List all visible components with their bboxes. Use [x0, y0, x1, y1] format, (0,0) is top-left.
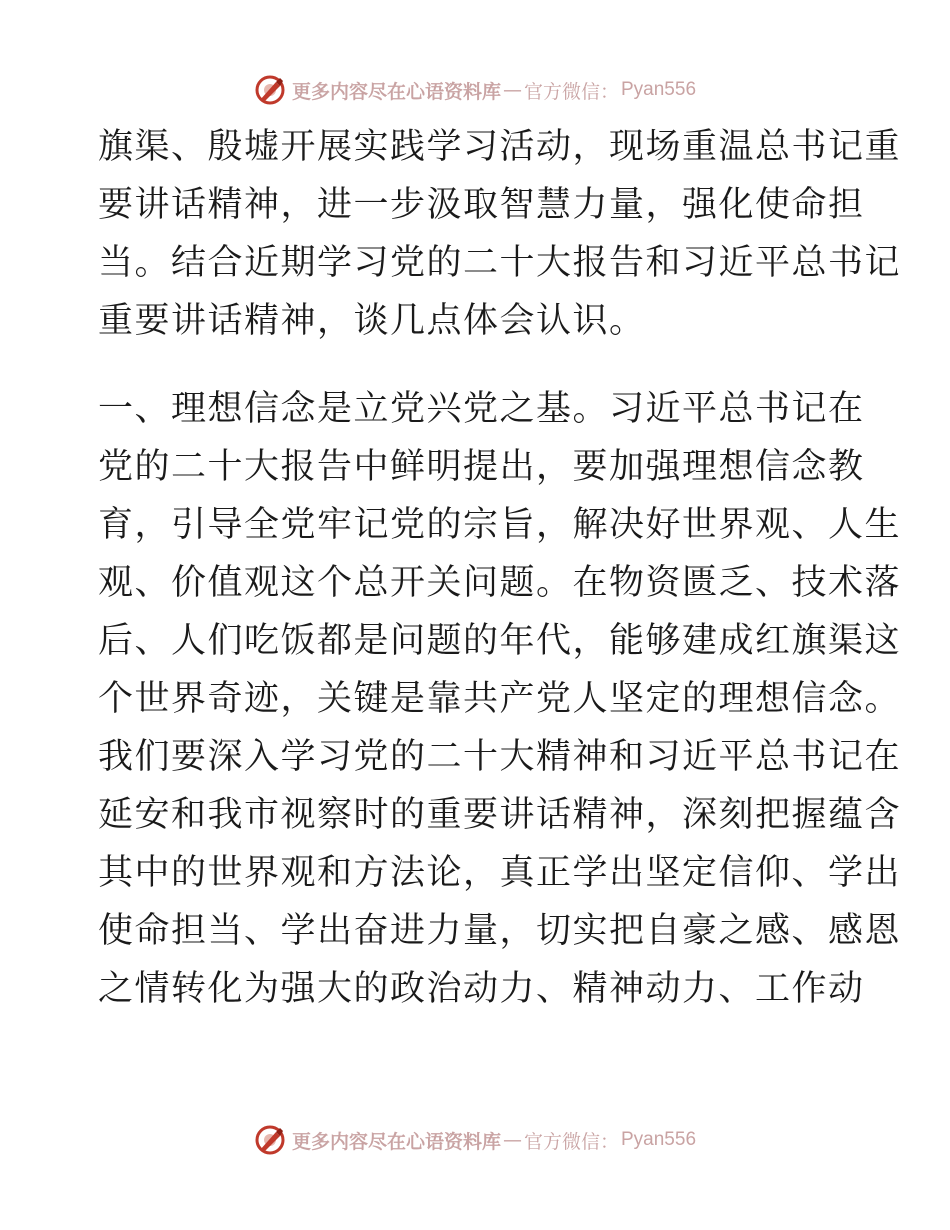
paragraph-1 [98, 118, 902, 350]
text-line: 我们要深入学习党的二十大精神和习近平总书记在 [98, 737, 902, 777]
banner-site-text: 更多内容尽在心语资料库 [291, 1130, 501, 1153]
footer-banner [0, 1120, 950, 1160]
paragraph-gap [98, 350, 858, 380]
header-banner [0, 70, 950, 110]
banner-separator: — [502, 79, 522, 101]
text-line: 后、人们吃饭都是问题的年代，能够建成红旗渠这 [98, 621, 902, 661]
banner-wechat-id: Pyan556 [621, 1129, 697, 1150]
text-line: 要讲话精神，进一步汲取智慧力量，强化使命担 [98, 185, 865, 225]
text-line: 旗渠、殷墟开展实践学习活动，现场重温总书记重 [98, 127, 902, 167]
text-line: 育，引导全党牢记党的宗旨，解决好世界观、人生 [98, 505, 902, 545]
banner-wechat-label: 官方微信： [523, 80, 619, 103]
pen-logo-icon [254, 1124, 286, 1156]
banner-wechat-label: 官方微信： [523, 1130, 619, 1153]
paragraph-2 [98, 380, 902, 1018]
document-body [98, 118, 902, 1018]
text-line: 观、价值观这个总开关问题。在物资匮乏、技术落 [98, 563, 902, 603]
text-line: 当。结合近期学习党的二十大报告和习近平总书记 [98, 243, 902, 283]
banner-site-text: 更多内容尽在心语资料库 [291, 80, 501, 103]
text-line: 使命担当、学出奋进力量，切实把自豪之感、感恩 [98, 911, 902, 951]
banner-wechat-id: Pyan556 [621, 79, 697, 100]
pen-logo-icon [254, 74, 286, 106]
text-line: 延安和我市视察时的重要讲话精神，深刻把握蕴含 [98, 795, 902, 835]
banner-separator: — [502, 1129, 522, 1151]
text-line: 之情转化为强大的政治动力、精神动力、工作动 [98, 969, 865, 1009]
text-line: 个世界奇迹，关键是靠共产党人坚定的理想信念。 [98, 679, 902, 719]
text-line: 一、理想信念是立党兴党之基。习近平总书记在 [98, 389, 865, 429]
text-line: 其中的世界观和方法论，真正学出坚定信仰、学出 [98, 853, 902, 893]
text-line: 党的二十大报告中鲜明提出，要加强理想信念教 [98, 447, 865, 487]
text-line: 重要讲话精神，谈几点体会认识。 [98, 301, 646, 341]
